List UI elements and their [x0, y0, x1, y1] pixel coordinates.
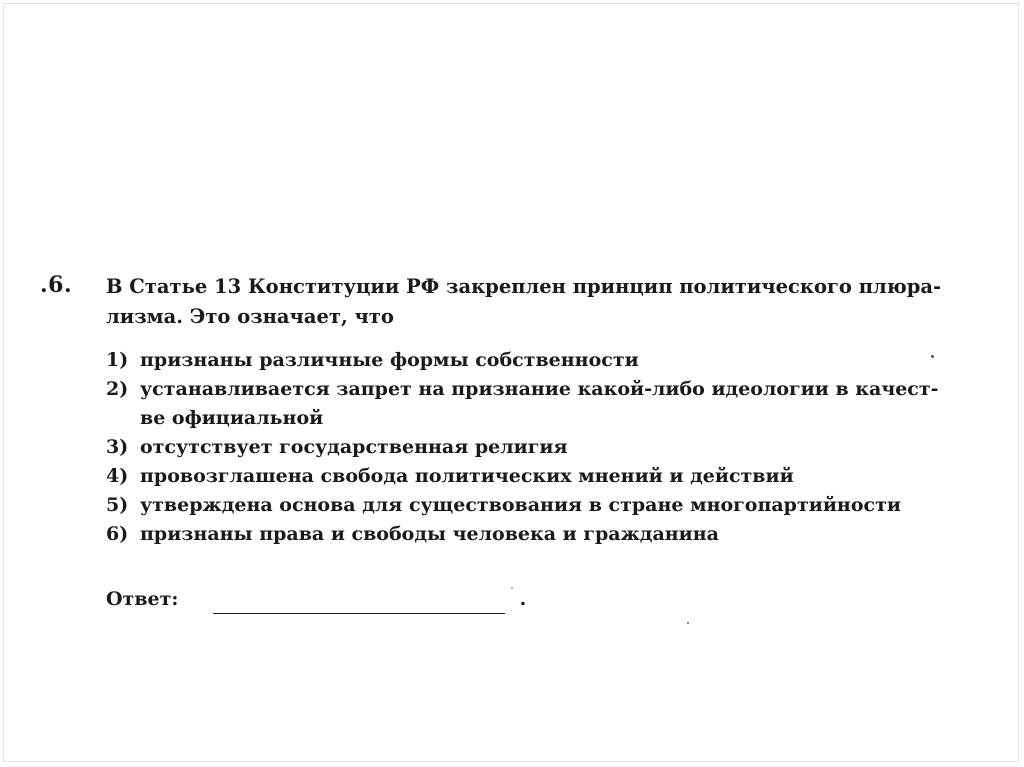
option-1 — [106, 346, 966, 375]
question-line: лизма. Это означает, что — [106, 305, 394, 328]
option-6 — [106, 520, 966, 549]
option-number: 1) — [106, 349, 129, 371]
scan-speck — [511, 587, 513, 589]
scan-speck — [931, 355, 934, 358]
option-text: признаны права и свободы человека и гражданина — [140, 523, 719, 545]
option-4 — [106, 462, 966, 491]
option-5 — [106, 491, 966, 520]
option-text: отсутствует государственная религия — [140, 436, 568, 458]
option-number: 2) — [106, 378, 129, 400]
option-text: устанавливается запрет на признание какой-либо идеологии в качест- — [140, 378, 939, 400]
answer-field[interactable] — [213, 593, 505, 614]
option-number: 6) — [106, 523, 129, 545]
option-text: провозглашена свобода политических мнений и действий — [140, 465, 794, 487]
answer-row — [106, 584, 526, 614]
task-number: .6. — [40, 272, 73, 298]
option-text: признаны различные формы собственности — [140, 349, 639, 371]
option-number: 5) — [106, 494, 129, 516]
option-text-continuation: ве официальной — [140, 407, 324, 429]
option-3 — [106, 433, 966, 462]
answer-label: Ответ: — [106, 588, 179, 610]
option-text: утверждена основа для существования в стране многопартийности — [140, 494, 901, 516]
option-number: 3) — [106, 436, 129, 458]
options-list — [106, 346, 966, 549]
question-text — [106, 272, 966, 332]
answer-end-dot: . — [519, 588, 527, 610]
question-line: В Статье 13 Конституции РФ закреплен принцип политического плюра- — [106, 275, 942, 298]
scan-speck — [687, 622, 689, 624]
option-number: 4) — [106, 465, 129, 487]
option-2 — [106, 375, 966, 433]
